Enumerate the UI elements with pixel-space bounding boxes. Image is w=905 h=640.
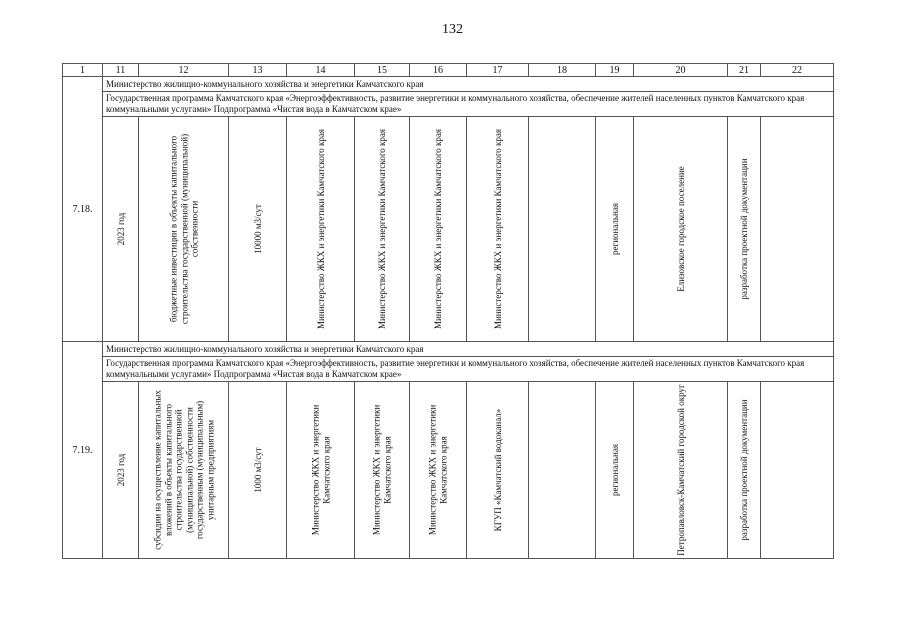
- funding-text: бюджетные инвестиции в объекты капитального строительства государственной (муниципальной) собственности: [167, 133, 199, 325]
- table-row: [63, 357, 834, 382]
- cell-22: [761, 382, 834, 559]
- cell-21: [728, 117, 761, 342]
- cell-20: [634, 382, 728, 559]
- ministry-cell: Министерство жилищно-коммунального хозяйства и энергетики Камчатского края: [103, 342, 834, 357]
- cell-15-text: Министерство ЖКХ и энергетики Камчатского края: [376, 128, 387, 330]
- cell-18: [529, 117, 596, 342]
- cell-16-text: Министерство ЖКХ и энергетики Камчатского края: [432, 128, 443, 330]
- cell-22: [761, 117, 834, 342]
- capacity-cell: [229, 117, 287, 342]
- cell-17: [467, 382, 529, 559]
- cell-14-text: Министерство ЖКХ и энергетики Камчатского края: [310, 404, 331, 536]
- year-cell: [103, 117, 139, 342]
- header-cell: 1: [63, 64, 103, 77]
- ministry-cell: Министерство жилищно-коммунального хозяйства и энергетики Камчатского края: [103, 77, 834, 92]
- cell-18: [529, 382, 596, 559]
- cell-15: [355, 117, 410, 342]
- header-cell: 17: [467, 64, 529, 77]
- header-cell: 19: [596, 64, 634, 77]
- year-text: 2023 год: [115, 453, 126, 487]
- cell-19: [596, 382, 634, 559]
- cell-14-text: Министерство ЖКХ и энергетики Камчатского края: [315, 128, 326, 330]
- funding-text: субсидии на осуществление капитальных вложений в объекты капитального строительства государственной (муниципальной) собственности государственным (муниципальным) унитарным предприятиям: [152, 390, 215, 550]
- header-cell: 18: [529, 64, 596, 77]
- header-row: [63, 64, 834, 77]
- capacity-text: 1000 м3/сут: [252, 447, 263, 493]
- cell-17-text: КГУП «Камчатский водоканал»: [492, 408, 503, 532]
- cell-15-text: Министерство ЖКХ и энергетики Камчатского края: [371, 404, 392, 536]
- header-cell: 20: [634, 64, 728, 77]
- year-text: 2023 год: [115, 212, 126, 246]
- cell-16-text: Министерство ЖКХ и энергетики Камчатского края: [427, 404, 448, 536]
- cell-16: [410, 382, 467, 559]
- table-row: [63, 342, 834, 357]
- cell-21-text: разработка проектной документации: [738, 158, 749, 300]
- cell-17-text: Министерство ЖКХ и энергетики Камчатского края: [492, 128, 503, 330]
- row-number: 7.18.: [63, 77, 103, 342]
- year-cell: [103, 382, 139, 559]
- capacity-text: 10000 м3/сут: [252, 204, 263, 254]
- header-cell: 14: [287, 64, 355, 77]
- cell-20: [634, 117, 728, 342]
- header-cell: 15: [355, 64, 410, 77]
- cell-20-text: Петропавловск-Камчатский городской округ: [675, 384, 686, 556]
- cell-14: [287, 382, 355, 559]
- header-cell: 22: [761, 64, 834, 77]
- header-cell: 12: [139, 64, 229, 77]
- investment-table: [62, 63, 834, 559]
- header-cell: 16: [410, 64, 467, 77]
- cell-19-text: региональная: [609, 203, 620, 255]
- capacity-cell: [229, 382, 287, 559]
- table-row: [63, 92, 834, 117]
- cell-17: [467, 117, 529, 342]
- funding-cell: [139, 382, 229, 559]
- header-cell: 13: [229, 64, 287, 77]
- program-cell: Государственная программа Камчатского края «Энергоэффективность, развитие энергетики и коммунального хозяйства, обеспечение жителей населенных пунктов Камчатского края коммунальными услугами» Подпрограмма «Чистая вода в Камчатском крае»: [103, 92, 834, 117]
- table-row: [63, 77, 834, 92]
- program-cell: Государственная программа Камчатского края «Энергоэффективность, развитие энергетики и коммунального хозяйства, обеспечение жителей населенных пунктов Камчатского края коммунальными услугами» Подпрограмма «Чистая вода в Камчатском крае»: [103, 357, 834, 382]
- cell-19-text: региональная: [609, 444, 620, 496]
- header-cell: 21: [728, 64, 761, 77]
- cell-19: [596, 117, 634, 342]
- table-row: [63, 382, 834, 559]
- cell-14: [287, 117, 355, 342]
- page-number: 132: [442, 22, 463, 37]
- cell-21-text: разработка проектной документации: [738, 399, 749, 541]
- header-cell: 11: [103, 64, 139, 77]
- cell-21: [728, 382, 761, 559]
- cell-16: [410, 117, 467, 342]
- cell-15: [355, 382, 410, 559]
- row-number: 7.19.: [63, 342, 103, 559]
- table-row: [63, 117, 834, 342]
- funding-cell: [139, 117, 229, 342]
- cell-20-text: Елизовское городское поселение: [675, 166, 686, 292]
